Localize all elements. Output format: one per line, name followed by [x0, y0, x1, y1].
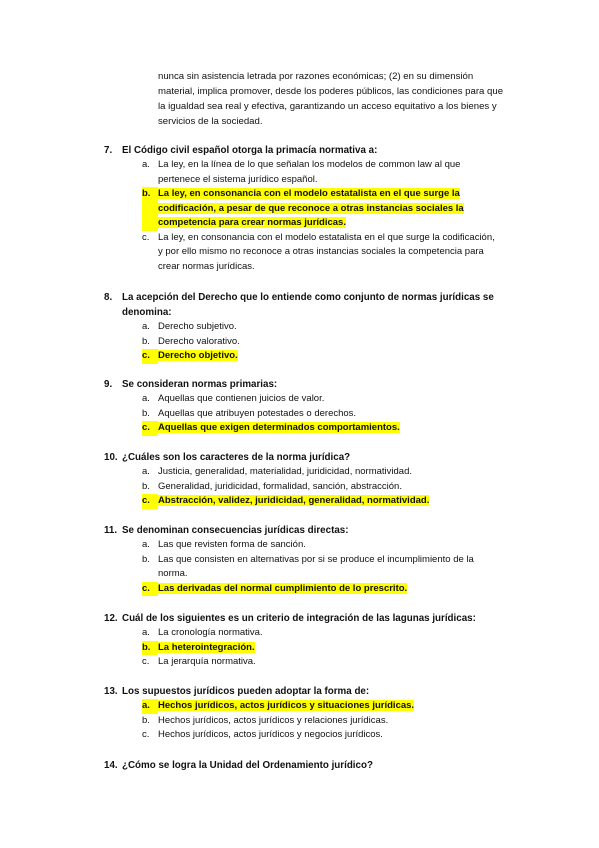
- option-text: Derecho valorativo.: [158, 335, 240, 347]
- option-b: b. Las que consisten en alternativas por si se produce el incumplimiento de la norma.: [142, 553, 524, 582]
- option-text: La cronología normativa.: [158, 627, 263, 638]
- option-text: La ley, en consonancia con el modelo estatalista en el que surge la codificación, y por ello mismo no reconoce a otras instancias sociales la competencia para crear normas jurídicas.: [158, 231, 495, 272]
- option-text: Hechos jurídicos, actos jurídicos y negocios jurídicos.: [158, 729, 383, 740]
- option-b: b. Hechos jurídicos, actos jurídicos y relaciones jurídicas.: [142, 714, 524, 729]
- option-b-correct: b. La heterointegración.: [142, 641, 524, 656]
- question-number: 14.: [104, 760, 118, 771]
- question-number: 12.: [104, 613, 118, 624]
- question-text: Los supuestos jurídicos pueden adoptar la forma de:: [122, 686, 370, 697]
- question-10: [104, 450, 524, 509]
- question-8: [104, 290, 524, 364]
- question-text: El Código civil español otorga la primacía normativa a:: [122, 145, 378, 156]
- option-c: c. La jerarquía normativa.: [142, 655, 524, 670]
- option-c-correct: c. Abstracción, validez, juridicidad, generalidad, normatividad.: [142, 494, 524, 509]
- question-number: 13.: [104, 686, 118, 697]
- option-a: a. Las que revisten forma de sanción.: [142, 538, 524, 553]
- question-text: Se denominan consecuencias jurídicas directas:: [122, 525, 349, 536]
- option-b: b. Generalidad, juridicidad, formalidad, sanción, abstracción.: [142, 480, 524, 495]
- question-number: 8.: [104, 292, 113, 303]
- option-text: Aquellas que exigen determinados comportamientos.: [158, 422, 400, 433]
- question-number: 7.: [104, 145, 113, 156]
- option-text: La ley, en consonancia con el modelo estatalista en el que surge la codificación, a pesar de que reconoce a otras instancias sociales la competencia para crear normas jurídicas.: [158, 188, 464, 228]
- option-text: La heterointegración.: [158, 641, 255, 653]
- option-text: Aquellas que contienen juicios de valor.: [158, 393, 325, 404]
- option-text: Derecho subjetivo.: [158, 321, 237, 332]
- option-b: b. Derecho valorativo.: [142, 335, 524, 350]
- question-number: 10.: [104, 452, 118, 463]
- option-c-correct: c. Las derivadas del normal cumplimiento de lo prescrito.: [142, 582, 524, 597]
- question-text: Cuál de los siguientes es un criterio de integración de las lagunas jurídicas:: [122, 613, 476, 624]
- option-a-correct: a. Hechos jurídicos, actos jurídicos y situaciones jurídicas.: [142, 699, 524, 714]
- option-text: Hechos jurídicos, actos jurídicos y relaciones jurídicas.: [158, 714, 389, 726]
- option-a: a. Derecho subjetivo.: [142, 320, 524, 335]
- option-c: c. Hechos jurídicos, actos jurídicos y negocios jurídicos.: [142, 728, 524, 743]
- question-11: [104, 523, 524, 596]
- question-number: 9.: [104, 379, 113, 390]
- option-text: Abstracción, validez, juridicidad, generalidad, normatividad.: [158, 495, 430, 506]
- question-13: [104, 684, 524, 743]
- option-text: Las derivadas del normal cumplimiento de lo prescrito.: [158, 582, 408, 594]
- question-number: 11.: [104, 525, 118, 536]
- option-text: La jerarquía normativa.: [158, 656, 256, 667]
- option-a: a. Aquellas que contienen juicios de valor.: [142, 392, 524, 407]
- option-c: c. La ley, en consonancia con el modelo estatalista en el que surge la codificación, y por ello mismo no reconoce a otras instancias sociales la competencia para crear normas jurídicas.: [142, 231, 524, 275]
- option-text: Generalidad, juridicidad, formalidad, sanción, abstracción.: [158, 480, 402, 492]
- option-text: Aquellas que atribuyen potestades o derechos.: [158, 407, 357, 419]
- question-text: ¿Cuáles son los caracteres de la norma jurídica?: [122, 452, 351, 463]
- option-a: a. Justicia, generalidad, materialidad, juridicidad, normatividad.: [142, 465, 524, 480]
- question-7: [104, 143, 524, 274]
- option-text: Hechos jurídicos, actos jurídicos y situaciones jurídicas.: [158, 700, 415, 711]
- option-c-correct: c. Derecho objetivo.: [142, 349, 524, 364]
- option-text: Derecho objetivo.: [158, 350, 238, 361]
- question-text: Se consideran normas primarias:: [122, 379, 278, 390]
- question-text: ¿Cómo se logra la Unidad del Ordenamiento jurídico?: [122, 760, 373, 771]
- question-text: La acepción del Derecho que lo entiende como conjunto de normas jurídicas se denomina:: [122, 292, 494, 318]
- option-text: Justicia, generalidad, materialidad, juridicidad, normatividad.: [158, 466, 412, 477]
- option-c-correct: c. Aquellas que exigen determinados comportamientos.: [142, 421, 524, 436]
- intro-paragraph: nunca sin asistencia letrada por razones económicas; (2) en su dimensión material, implica promover, desde los poderes públicos, las condiciones para que la igualdad sea real y efectiva, garantizando un acceso equitativo a los bienes y servicios de la sociedad.: [158, 71, 504, 127]
- option-a: a. La ley, en la línea de lo que señalan los modelos de common law al que pertenece el sistema jurídico español.: [142, 158, 524, 187]
- option-text: Las que revisten forma de sanción.: [158, 539, 306, 550]
- option-text: La ley, en la línea de lo que señalan los modelos de common law al que pertenece el sistema jurídico español.: [158, 159, 461, 185]
- option-text: Las que consisten en alternativas por si se produce el incumplimiento de la norma.: [158, 553, 474, 579]
- question-14: [104, 758, 524, 773]
- option-a: a. La cronología normativa.: [142, 626, 524, 641]
- question-9: [104, 377, 524, 436]
- option-b: b. Aquellas que atribuyen potestades o derechos.: [142, 407, 524, 422]
- question-12: [104, 611, 524, 670]
- option-b-correct: b. La ley, en consonancia con el modelo estatalista en el que surge la codificación, a pesar de que reconoce a otras instancias sociales la competencia para crear normas jurídicas.: [142, 187, 524, 231]
